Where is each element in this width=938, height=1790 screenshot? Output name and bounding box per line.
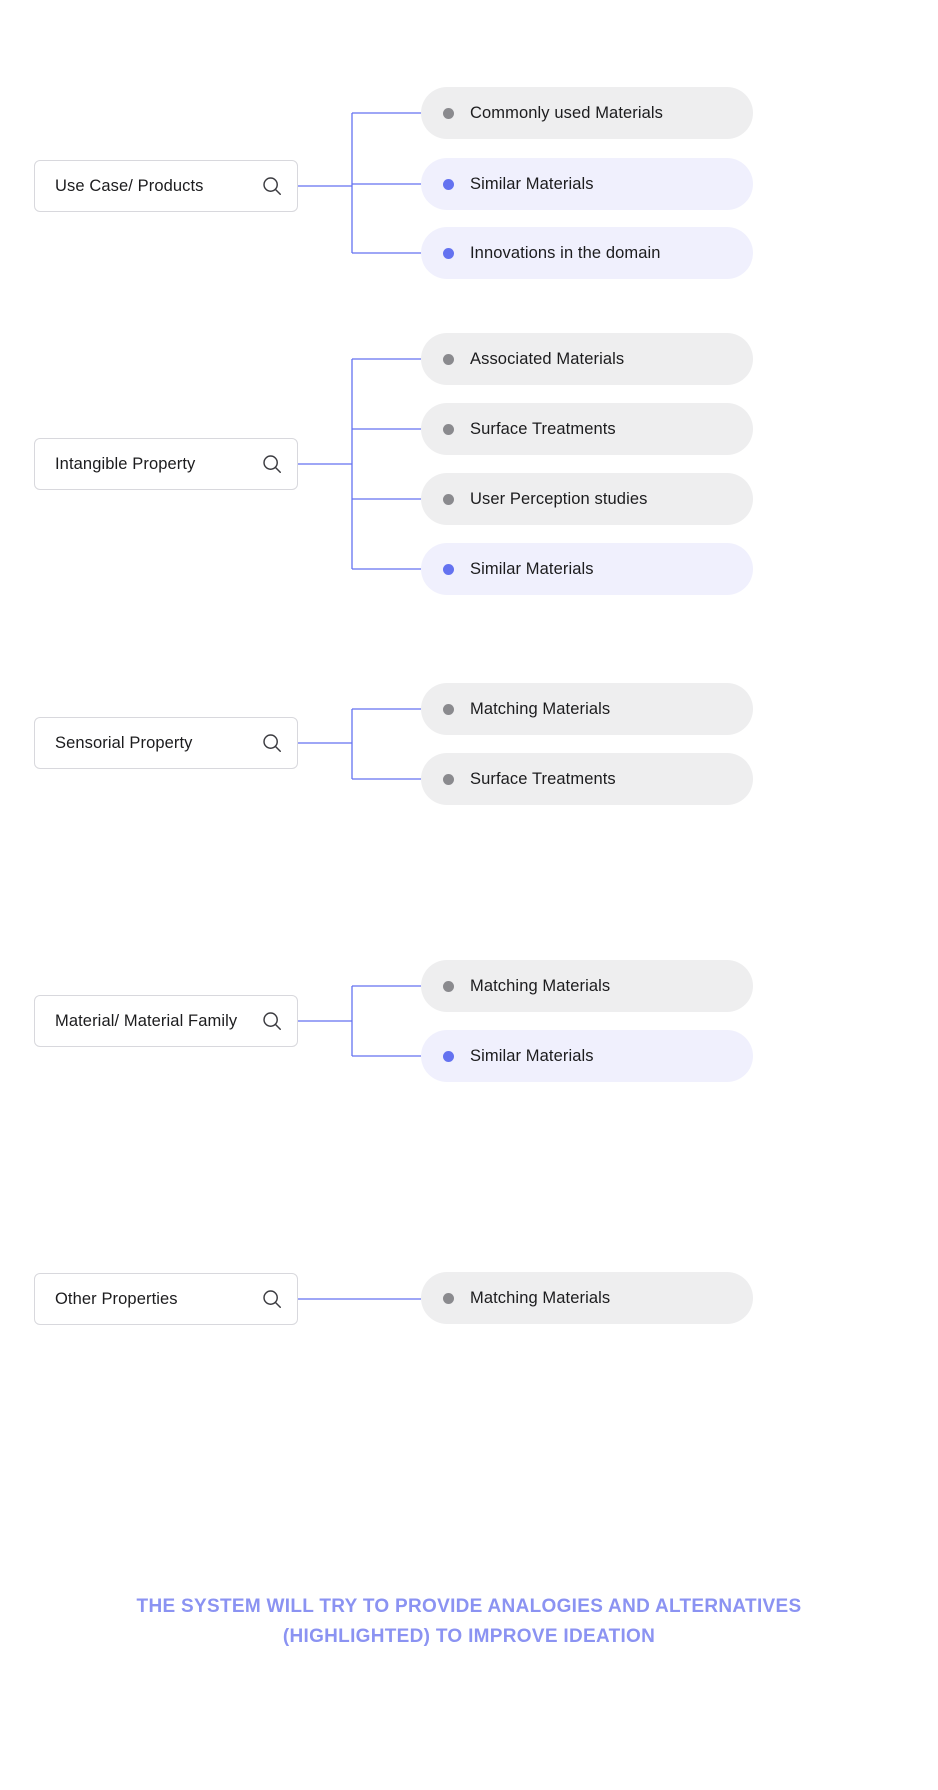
query-node-label: Use Case/ Products: [55, 176, 204, 195]
status-dot-icon: [443, 774, 454, 785]
result-pill-label: Similar Materials: [470, 174, 594, 193]
result-pill-label: Surface Treatments: [470, 419, 616, 438]
result-pill-label: Surface Treatments: [470, 769, 616, 788]
result-pill[interactable]: [421, 158, 753, 210]
search-icon[interactable]: [261, 1010, 283, 1032]
result-pill-label: Similar Materials: [470, 559, 594, 578]
result-pill-label: User Perception studies: [470, 489, 648, 508]
status-dot-icon: [443, 1293, 454, 1304]
result-pill-label: Matching Materials: [470, 1288, 611, 1307]
result-pill-label: Similar Materials: [470, 1046, 594, 1065]
result-pill[interactable]: [421, 683, 753, 735]
status-dot-icon: [443, 424, 454, 435]
result-pill[interactable]: [421, 87, 753, 139]
result-pill-label: Associated Materials: [470, 349, 625, 368]
status-dot-icon: [443, 564, 454, 575]
status-dot-icon: [443, 108, 454, 119]
result-pill[interactable]: [421, 753, 753, 805]
query-node-other-properties[interactable]: [34, 1273, 298, 1325]
search-icon[interactable]: [261, 453, 283, 475]
status-dot-icon: [443, 1051, 454, 1062]
query-node-intangible-property[interactable]: [34, 438, 298, 490]
status-dot-icon: [443, 248, 454, 259]
result-pill[interactable]: [421, 960, 753, 1012]
result-pill[interactable]: [421, 543, 753, 595]
status-dot-icon: [443, 704, 454, 715]
result-pill[interactable]: [421, 1030, 753, 1082]
query-node-label: Material/ Material Family: [55, 1011, 238, 1030]
result-pill[interactable]: [421, 227, 753, 279]
query-node-label: Other Properties: [55, 1289, 178, 1308]
query-node-material-family[interactable]: [34, 995, 298, 1047]
status-dot-icon: [443, 354, 454, 365]
status-dot-icon: [443, 494, 454, 505]
result-pill[interactable]: [421, 473, 753, 525]
result-pill[interactable]: [421, 333, 753, 385]
caption-line-2: (HIGHLIGHTED) TO IMPROVE IDEATION: [282, 1626, 656, 1647]
result-pill-label: Innovations in the domain: [470, 243, 661, 262]
search-icon[interactable]: [261, 732, 283, 754]
search-icon[interactable]: [261, 1288, 283, 1310]
result-pill-label: Commonly used Materials: [470, 103, 664, 122]
diagram-caption: [0, 1592, 938, 1652]
status-dot-icon: [443, 179, 454, 190]
result-pill-label: Matching Materials: [470, 976, 611, 995]
result-pill-label: Matching Materials: [470, 699, 611, 718]
query-node-use-case[interactable]: [34, 160, 298, 212]
search-icon[interactable]: [261, 175, 283, 197]
status-dot-icon: [443, 981, 454, 992]
query-node-label: Sensorial Property: [55, 733, 193, 752]
result-pill[interactable]: [421, 403, 753, 455]
query-node-sensorial-property[interactable]: [34, 717, 298, 769]
result-pill[interactable]: [421, 1272, 753, 1324]
caption-line-1: THE SYSTEM WILL TRY TO PROVIDE ANALOGIES AND ALTERNATIVES: [136, 1596, 802, 1617]
query-node-label: Intangible Property: [55, 454, 196, 473]
